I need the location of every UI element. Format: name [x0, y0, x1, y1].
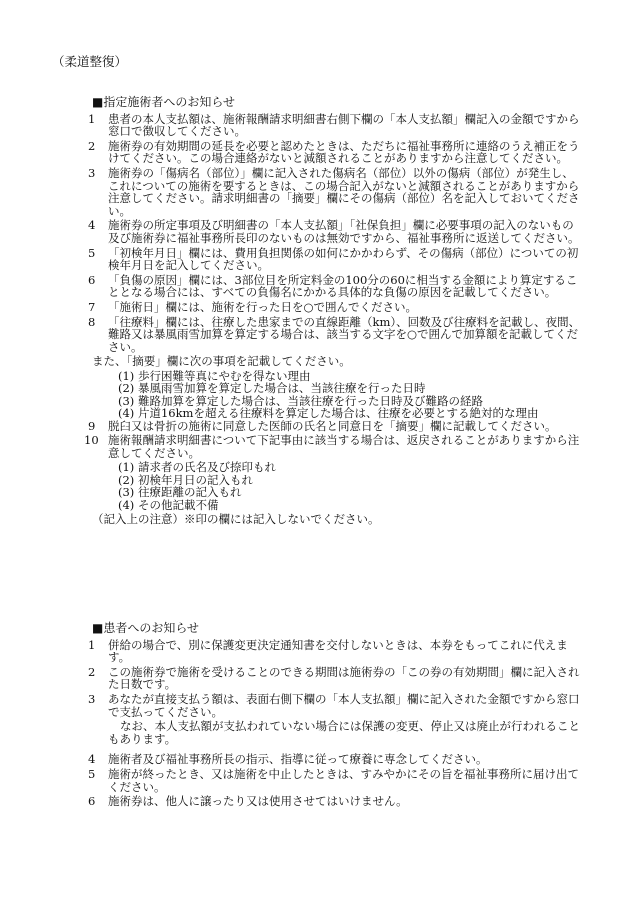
item-number: 6: [88, 272, 96, 287]
item-text: 施術が終ったとき、又は施術を中止したときは、すみやかにその旨を福祉事務所に届け出てください。: [108, 766, 580, 794]
item-text: 施術券の所定事項及び明細書の「本人支払額」「社保負担」欄に必要事項の記入のないもの及び施術券に福祉事務所長印のないものは無効ですから、福祉事務所に返送してください。: [108, 218, 580, 245]
item-number: 3: [88, 691, 96, 706]
provider-notice-section: [84, 96, 584, 526]
item-number: 9: [88, 418, 96, 433]
item-text: あなたが直接支払う額は、表面右側下欄の「本人支払額」欄に記入された金額ですから窓口で支払ってください。: [108, 691, 580, 719]
sub-item: (2) 暴風雨雪加算を算定した場合は、当該往療を行った日時: [118, 381, 426, 396]
item-number: 10: [84, 433, 99, 448]
sub-item: (1) 請求者の氏名及び捺印もれ: [118, 460, 276, 475]
item-paragraph: なお、本人支払額が支払われていない場合には保護の変更、停止又は廃止が行われることもあります。: [108, 719, 580, 746]
item-text: 施術券の「傷病名（部位）」欄に記入された傷病名（部位）以外の傷病（部位）が発生し、これについての施術を要するときは、この場合記入がないと減額されることがありますから注意してください。請求明細書の「摘要」欄にその傷病（部位）名を記入しておいてください。: [108, 165, 580, 218]
item-text: 施術券の有効期間の延長を必要と認めたときは、ただちに福祉事務所に連絡のうえ補正をうけてください。この場合連絡がないと減額されることがありますから注意してください。: [108, 138, 580, 166]
sub-item: (2) 初検年月日の記入もれ: [118, 472, 253, 487]
list-item: [84, 274, 584, 299]
item-text: 「負傷の原因」欄には、3部位目を所定料金の100分の60に相当する金額により算定することとなる場合には、すべての負傷名にかかる具体的な負傷の原因を記載してください。: [108, 272, 578, 300]
item-text: 施術券は、他人に譲ったり又は使用させてはいけません。: [108, 794, 408, 809]
item-text: 施術者及び福祉事務所長の指示、指導に従って療養に専念してください。: [108, 752, 488, 767]
document-category: （柔道整復）: [52, 54, 128, 69]
item-number: 1: [88, 111, 96, 126]
sub-item: (3) 難路加算を算定した場合は、当該往療を行った日時及び難路の経路: [118, 393, 483, 408]
list-item: [84, 301, 584, 314]
item-number: 5: [88, 766, 96, 781]
list-item: [84, 795, 584, 808]
list-item: [84, 639, 584, 664]
item-number: 2: [88, 664, 96, 679]
item-text: 「初検年月日」欄には、費用負担関係の如何にかかわらず、その傷病（部位）についての初検年月日を記入してください。: [108, 245, 579, 273]
item-number: 8: [88, 314, 96, 329]
item-text: この施術券で施術を受けることのできる期間は施術券の「この券の有効期間」欄に記入された日数です。: [108, 664, 580, 692]
list-item: [84, 113, 584, 138]
list-item: [84, 219, 584, 244]
list-item: [84, 753, 584, 766]
also-text: また、「摘要」欄に次の事項を記載してください。: [92, 354, 351, 369]
sub-item: (4) 片道16kmを超える往療料を算定した場合は、往療を必要とする絶対的な理由: [118, 406, 539, 421]
sub-item: (3) 往療距離の記入もれ: [118, 485, 242, 500]
list-item: [84, 420, 584, 433]
list-item: [84, 316, 584, 354]
list-item: [84, 140, 584, 165]
item-text: 脱臼又は骨折の施術に同意した医師の氏名と同意日を「摘要」欄に記載してください。: [108, 418, 557, 433]
item-number: 4: [88, 752, 96, 767]
provider-notice-title: ■指定施術者へのお知らせ: [92, 95, 235, 109]
list-item: [84, 693, 584, 718]
list-item: [84, 768, 584, 793]
item-text: 患者の本人支払額は、施術報酬請求明細書右側下欄の「本人支払額」欄記入の金額ですから窓口で徴収してください。: [108, 111, 580, 139]
item-number: 6: [88, 794, 96, 809]
sub-item: (4) その他記載不備: [118, 497, 219, 512]
list-item: [84, 434, 584, 459]
list-item: [84, 247, 584, 272]
item-number: 2: [88, 138, 96, 153]
entry-note: （記入上の注意）※印の欄には記入しないでください。: [92, 511, 380, 526]
item-text: 併給の場合で、別に保護変更決定通知書を交付しないときは、本券をもってこれに代えます。: [108, 637, 568, 665]
item-text: 施術報酬請求明細書について下記事由に該当する場合は、返戻されることがありますから注意してください。: [108, 433, 580, 460]
item-number: 1: [88, 637, 96, 652]
sub-item: (1) 歩行困難等真にやむを得ない理由: [118, 368, 311, 383]
list-item: [84, 167, 584, 217]
item-number: 4: [88, 218, 96, 233]
patient-notice-title: ■患者へのお知らせ: [92, 621, 199, 635]
item-number: 5: [88, 245, 96, 260]
item-number: 7: [88, 299, 96, 314]
list-item: [84, 666, 584, 691]
patient-notice-section: [84, 622, 584, 810]
item-text: 「往療料」欄には、往療した患家までの直線距離（km）、回数及び往療料を記載し、夜間、難路又は暴風雨雪加算を算定する場合は、該当する文字を○で囲んで加算額を記載してください。: [108, 314, 581, 354]
item-number: 3: [88, 165, 96, 180]
item-text: 「施術日」欄には、施術を行った日を○で囲んでください。: [108, 299, 418, 314]
